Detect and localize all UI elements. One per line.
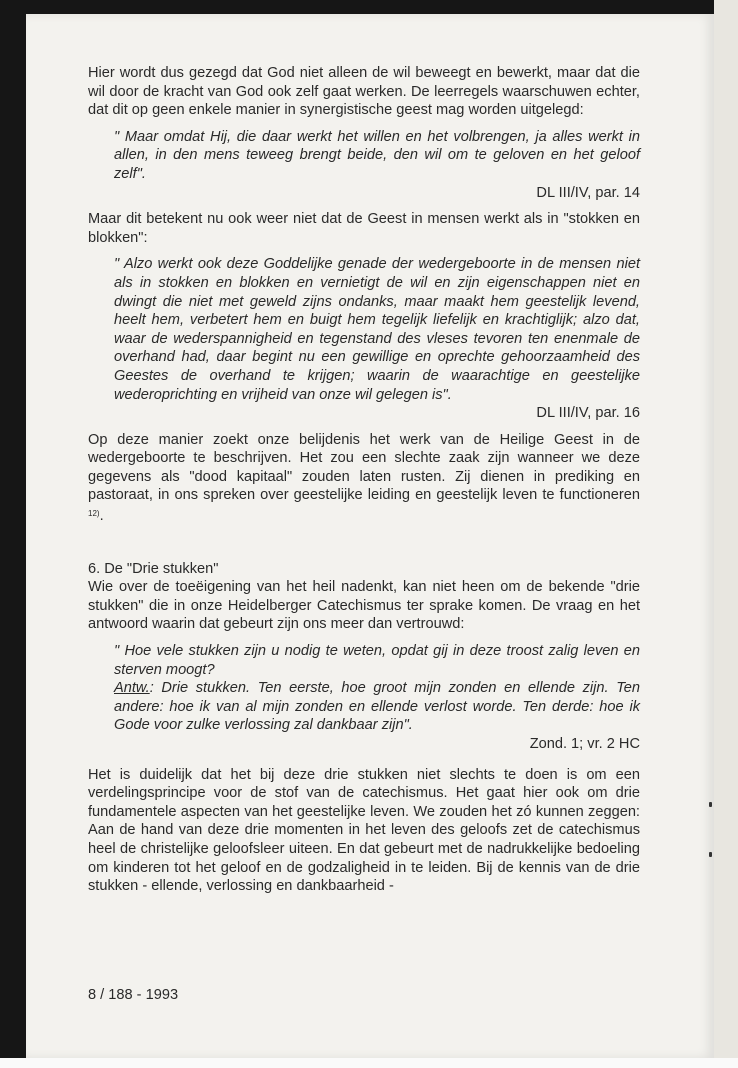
page-right-edge: [714, 0, 738, 1068]
reference-2: DL III/IV, par. 16: [536, 405, 640, 422]
paragraph-5: Het is duidelijk dat het bij deze drie stukken niet slechts te doen is om een verdelingsprincipe voor de stof van de catechismus. Het gaat hier ook om drie fundamentele aspecten van het geestelijke leven. We zouden het zó kunnen zeggen: Aan de hand van deze drie momenten in het leven des geloofs zet de catechismus heel de christelijke geloofsleer uiteen. En dat gebeurt met de nadrukkelijke bedoeling om kinderen tot het geloof en de godzaligheid in te leiden. Bij de kennis van de drie stukken - ellende, verlossing en dankbaarheid -: [88, 766, 640, 895]
paragraph-1: Hier wordt dus gezegd dat God niet alleen de wil beweegt en bewerkt, maar dat die wil door de kracht van God ook zelf gaat werken. De leerregels waarschuwen echter, dat dit op geen enkele manier in synergistische geest mag worden uitgelegd:: [88, 65, 640, 119]
quote-1: " Maar omdat Hij, die daar werkt het willen en het volbrengen, ja alles werkt in allen, in den mens teweeg brengt beide, den wil om te geloven en het geloof zelf".: [114, 128, 640, 182]
paragraph-3: [88, 431, 640, 526]
document-body: [88, 64, 640, 896]
page-footer: 8 / 188 - 1993: [88, 987, 179, 1003]
margin-speck: [709, 802, 712, 807]
paragraph-4: Wie over de toeëigening van het heil nadenkt, kan niet heen om de bekende "drie stukken" die in onze Heidelberger Catechismus ter sprake komen. De vraag en het antwoord waarin dat gebeurt zijn ons meer dan vertrouwd:: [88, 579, 640, 633]
paragraph-3-end: .: [99, 508, 104, 525]
paragraph-2: Maar dit betekent nu ook weer niet dat de Geest in mensen werkt als in "stokken en blokken":: [88, 211, 640, 246]
quote-3-question: " Hoe vele stukken zijn u nodig te weten, opdat gij in deze troost zalig leven en sterven moogt?: [114, 643, 640, 678]
margin-speck: [709, 852, 712, 857]
section-heading: 6. De "Drie stukken": [88, 560, 219, 577]
quote-2: " Alzo werkt ook deze Goddelijke genade der wedergeboorte in de mensen niet als in stokken en blokken en vernietigt de wil en zijn eigenschappen niet en dwingt die niet met geweld zijns ondanks, maar maakt hem geestelijk levend, heelt hem, verbetert hem en buigt hem tegelijk liefelijk en krachtiglijk; alzo dat, waar de wederspannigheid en tegenstand des vleses tevoren ten enenmale de overhand had, daar begint nu een gewillige en oprechte gehoorzaamheid des Geestes de overhand te krijgen; waarin de waarachtige en geestelijke wederoprichting en vrijheid van onze wil gelegen is".: [114, 256, 640, 403]
quote-3-answer: [114, 679, 640, 735]
reference-3: Zond. 1; vr. 2 HC: [529, 736, 640, 752]
answer-text: : Drie stukken. Ten eerste, hoe groot mijn zonden en ellende zijn. Ten andere: hoe ik van al mijn zonden en ellende verlost worde. Ten derde: hoe ik Gode voor zulke verlossing zal dankbaar zijn".: [114, 680, 640, 734]
footnote-marker: 12): [88, 509, 100, 519]
page-bottom-edge: [0, 1058, 738, 1068]
answer-label: Antw.: [114, 680, 150, 697]
paragraph-3-text: Op deze manier zoekt onze belijdenis het werk van de Heilige Geest in de wedergeboorte te beschrijven. Het zou een slechte zaak zijn wanneer we deze gegevens als "dood kapitaal" zouden laten rusten. Zij dienen in prediking en pastoraat, in ons spreken over geestelijke leiding en geestelijk leven te functioneren: [88, 431, 640, 504]
reference-1: DL III/IV, par. 14: [536, 184, 640, 201]
